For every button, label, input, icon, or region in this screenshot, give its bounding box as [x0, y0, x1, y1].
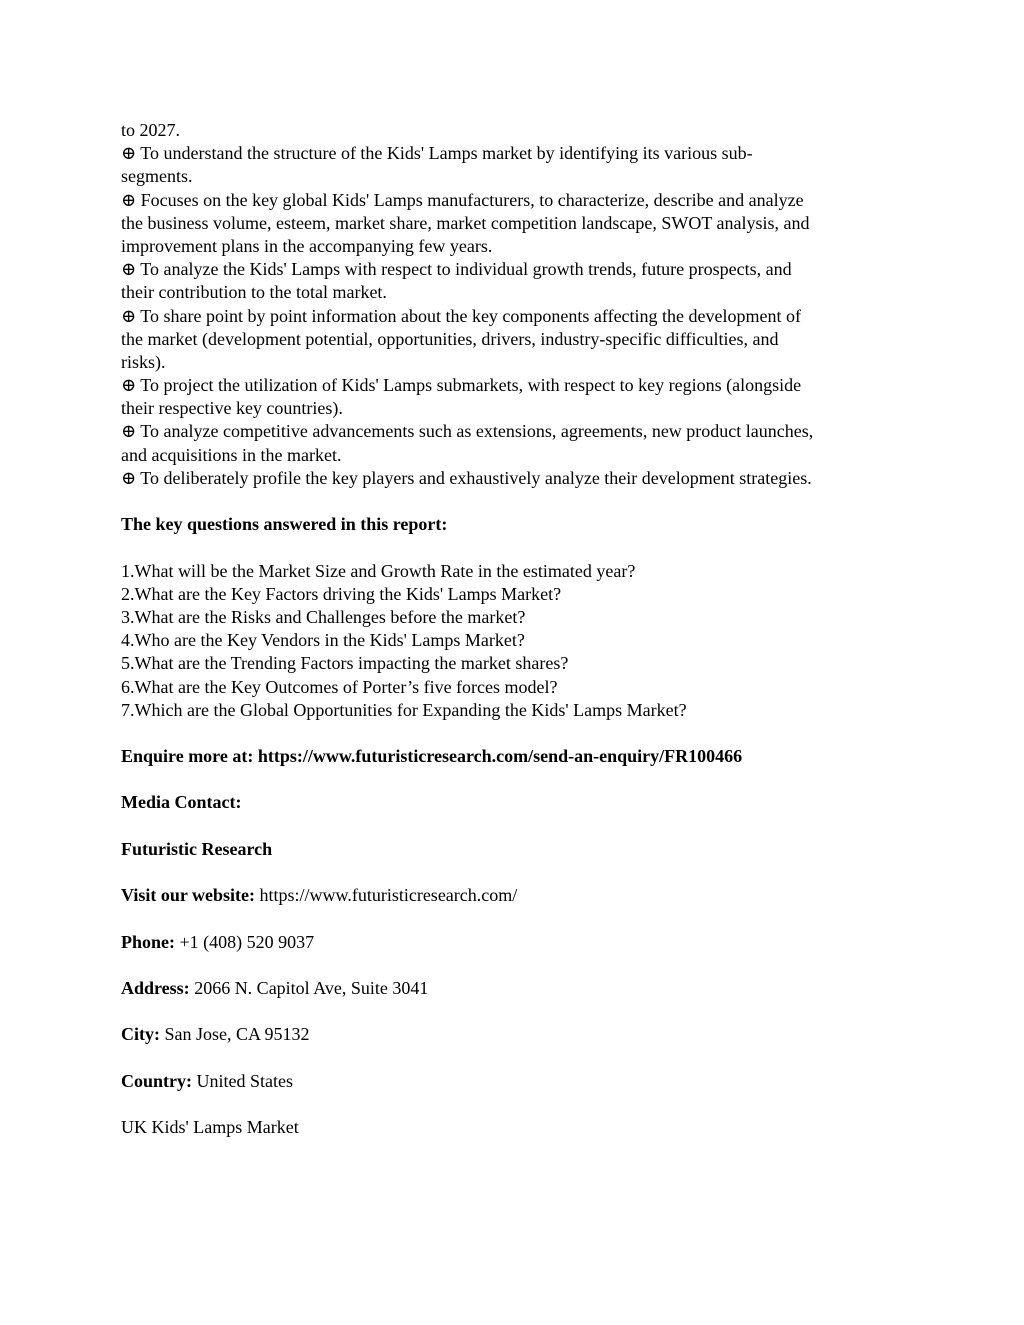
spacer	[121, 1093, 901, 1116]
website-line	[121, 884, 901, 907]
question-item: 4.Who are the Key Vendors in the Kids' Lamps Market?	[121, 630, 525, 651]
objectives-line: ⊕ To deliberately profile the key players and exhaustively analyze their development strategies.	[121, 467, 812, 488]
country-line	[121, 1070, 901, 1093]
spacer	[121, 861, 901, 884]
objectives-line: their contribution to the total market.	[121, 282, 387, 303]
phone-value: +1 (408) 520 9037	[175, 931, 315, 952]
spacer	[121, 1047, 901, 1070]
document-page	[121, 119, 901, 1139]
objectives-line: ⊕ To project the utilization of Kids' Lamps submarkets, with respect to key regions (alongside	[121, 375, 802, 396]
objectives-line: their respective key countries).	[121, 398, 343, 419]
spacer	[121, 907, 901, 930]
objectives-line: ⊕ To share point by point information about the key components affecting the development of	[121, 305, 802, 326]
objectives-line: improvement plans in the accompanying few years.	[121, 235, 493, 256]
address-label: Address:	[121, 977, 190, 998]
spacer	[121, 954, 901, 977]
city-label: City:	[121, 1024, 160, 1045]
question-item: 6.What are the Key Outcomes of Porter’s five forces model?	[121, 676, 558, 697]
enquire-link[interactable]: Enquire more at: https://www.futuristicresearch.com/send-an-enquiry/FR100466	[121, 746, 743, 767]
objectives-line: ⊕ Focuses on the key global Kids' Lamps manufacturers, to characterize, describe and analyze	[121, 189, 804, 210]
company-name: Futuristic Research	[121, 838, 273, 859]
spacer	[121, 490, 901, 513]
footer-title: UK Kids' Lamps Market	[121, 1117, 299, 1138]
spacer	[121, 722, 901, 745]
media-contact-heading: Media Contact:	[121, 792, 242, 813]
questions-heading: The key questions answered in this report:	[121, 514, 448, 535]
question-item: 1.What will be the Market Size and Growth Rate in the estimated year?	[121, 560, 636, 581]
website-link[interactable]: https://www.futuristicresearch.com/	[255, 885, 518, 906]
website-label: Visit our website:	[121, 885, 255, 906]
spacer	[121, 536, 901, 559]
question-item: 7.Which are the Global Opportunities for Expanding the Kids' Lamps Market?	[121, 699, 687, 720]
address-value: 2066 N. Capitol Ave, Suite 3041	[189, 977, 429, 998]
country-label: Country:	[121, 1070, 192, 1091]
phone-line	[121, 931, 901, 954]
spacer	[121, 815, 901, 838]
city-value: San Jose, CA 95132	[160, 1024, 310, 1045]
country-value: United States	[192, 1070, 293, 1091]
objectives-line: ⊕ To analyze the Kids' Lamps with respect to individual growth trends, future prospects, and	[121, 259, 792, 280]
address-line	[121, 977, 901, 1000]
objectives-line: and acquisitions in the market.	[121, 444, 342, 465]
objectives-line: the market (development potential, opportunities, drivers, industry-specific difficulties, and	[121, 328, 779, 349]
city-line	[121, 1023, 901, 1046]
objectives-line: ⊕ To understand the structure of the Kids' Lamps market by identifying its various sub-	[121, 143, 753, 164]
objectives-line: risks).	[121, 351, 166, 372]
phone-label: Phone:	[121, 931, 175, 952]
objectives-block	[121, 119, 901, 490]
question-item: 5.What are the Trending Factors impacting the market shares?	[121, 653, 569, 674]
question-item: 3.What are the Risks and Challenges before the market?	[121, 606, 526, 627]
questions-list	[121, 560, 901, 722]
question-item: 2.What are the Key Factors driving the Kids' Lamps Market?	[121, 583, 562, 604]
objectives-line: to 2027.	[121, 120, 181, 140]
objectives-line: segments.	[121, 166, 193, 187]
spacer	[121, 1000, 901, 1023]
spacer	[121, 768, 901, 791]
objectives-line: the business volume, esteem, market share, market competition landscape, SWOT analysis, and	[121, 212, 810, 233]
objectives-line: ⊕ To analyze competitive advancements such as extensions, agreements, new product launches,	[121, 421, 814, 442]
